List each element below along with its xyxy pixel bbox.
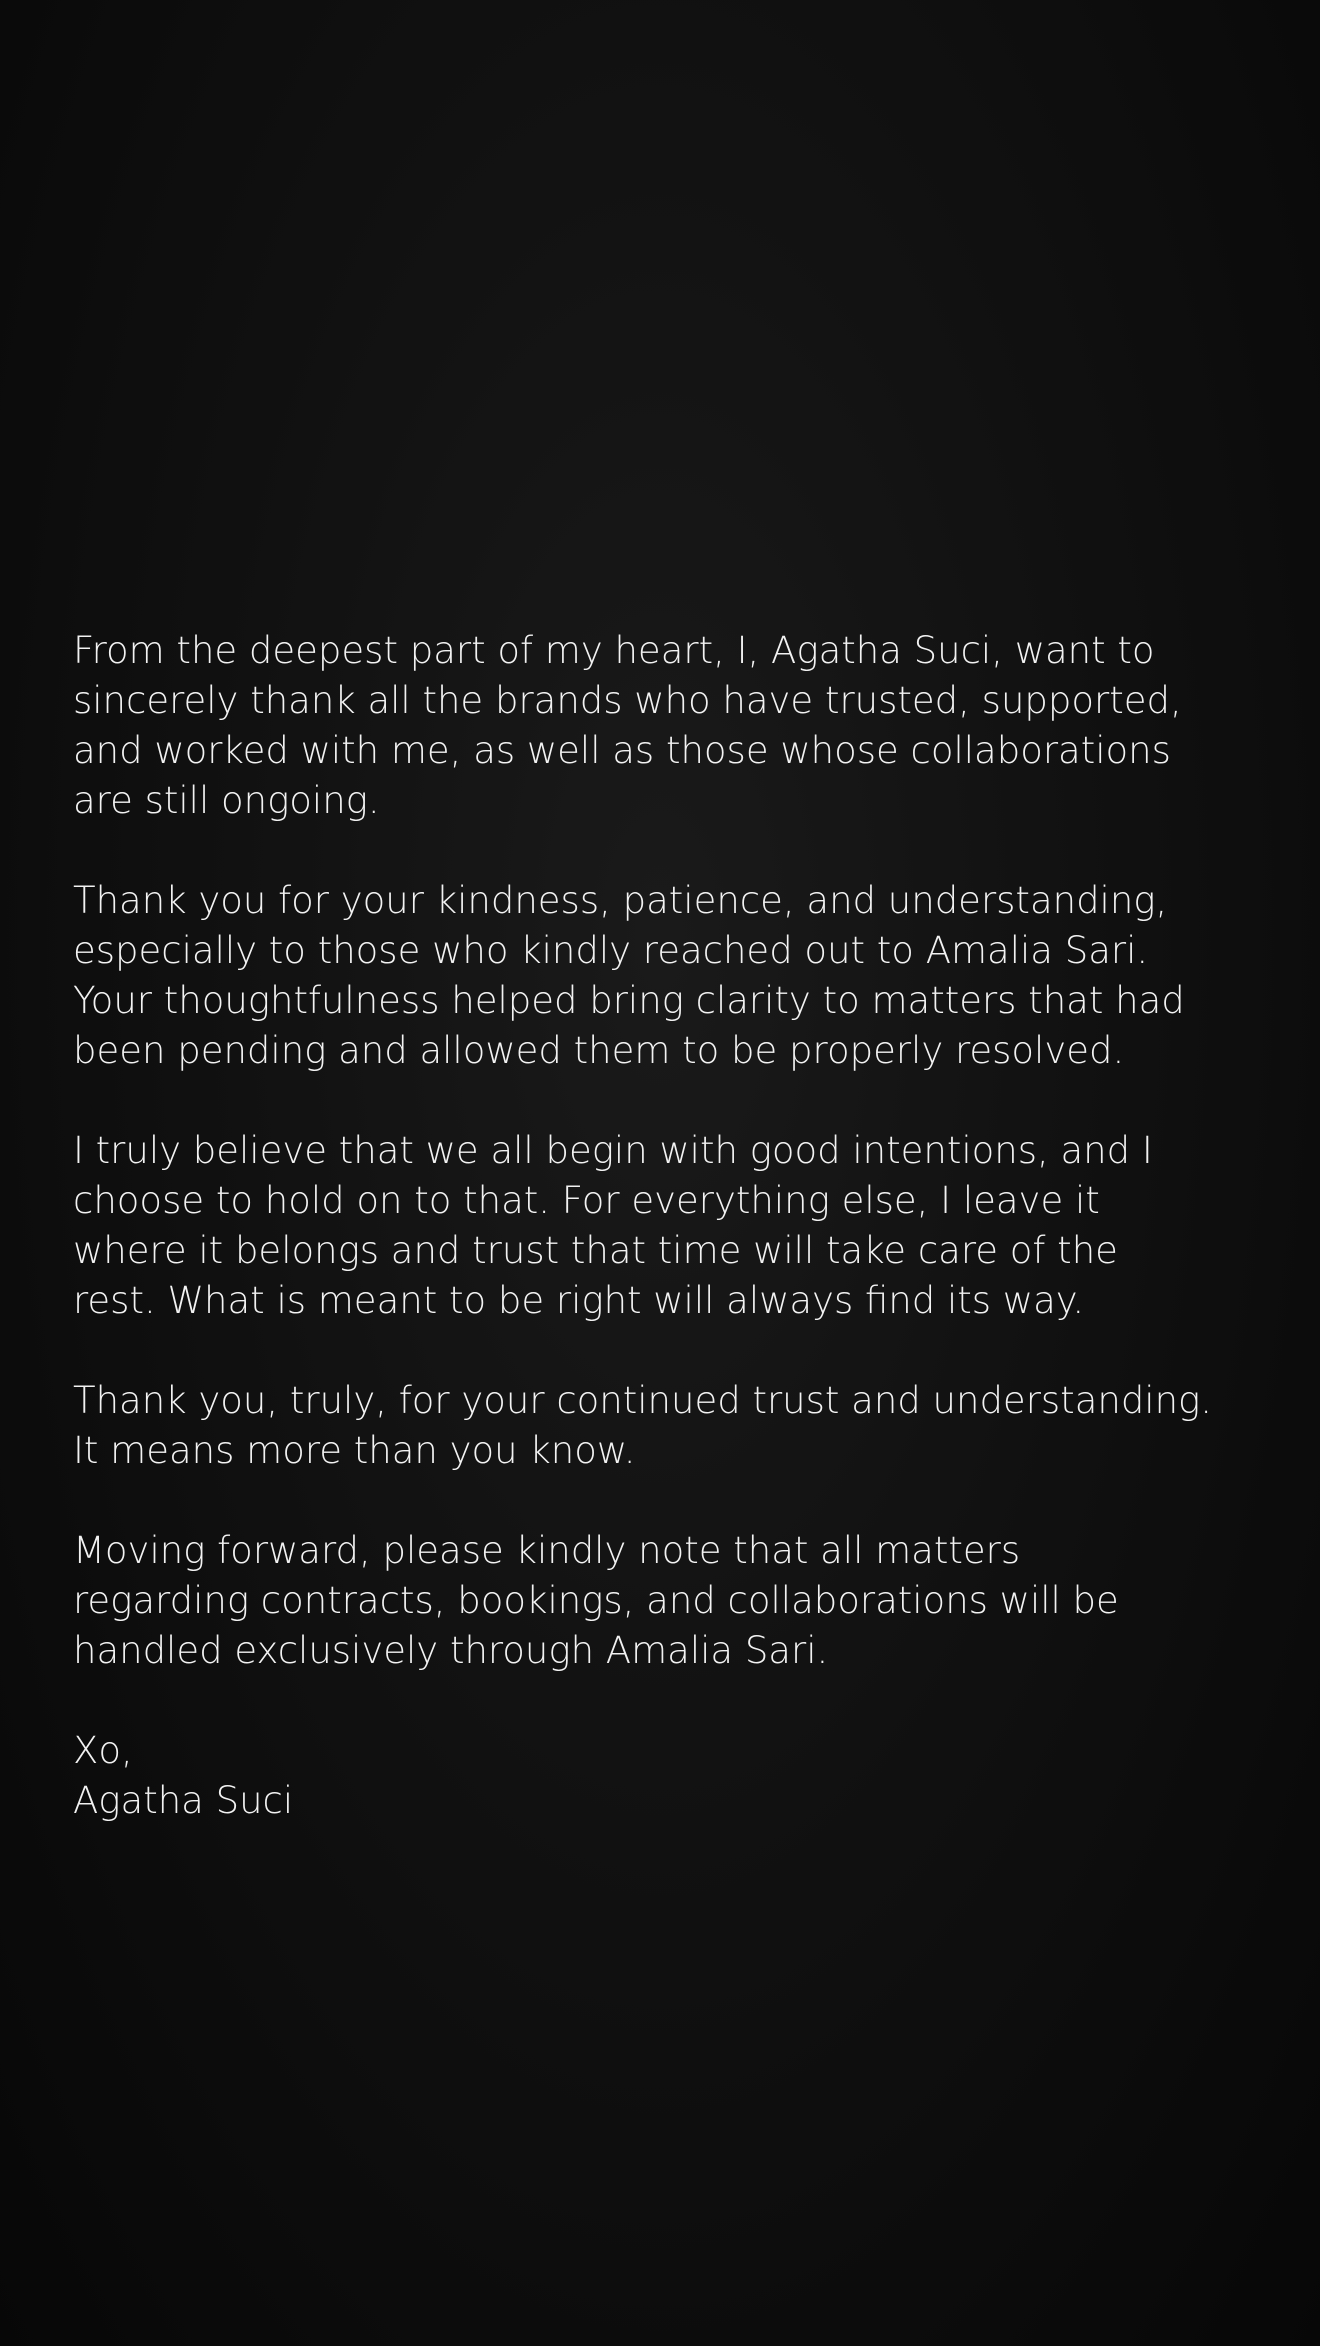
closing-text: Xo,	[73, 1729, 133, 1772]
paragraph-good-intentions	[73, 1126, 1273, 1326]
text-line: I truly believe that we all begin with good intentions, and I	[73, 1129, 1153, 1172]
text-line: and worked with me, as well as those whose collaborations	[73, 729, 1171, 772]
text-line: especially to those who kindly reached out to Amalia Sari.	[73, 929, 1149, 972]
text-line: sincerely thank all the brands who have trusted, supported,	[73, 679, 1182, 722]
text-line: choose to hold on to that. For everything else, I leave it	[73, 1179, 1100, 1222]
text-line: are still ongoing.	[73, 779, 380, 822]
text-line: Thank you for your kindness, patience, and understanding,	[73, 879, 1168, 922]
text-line: Your thoughtfulness helped bring clarity to matters that had	[73, 979, 1185, 1022]
text-line: rest. What is meant to be right will always find its way.	[73, 1279, 1085, 1322]
text-line: handled exclusively through Amalia Sari.	[73, 1629, 829, 1672]
text-line: regarding contracts, bookings, and collaborations will be	[73, 1579, 1119, 1622]
text-line: where it belongs and trust that time will take care of the	[73, 1229, 1118, 1272]
signature-text: Agatha Suci	[73, 1779, 294, 1822]
paragraph-moving-forward	[73, 1526, 1273, 1676]
paragraph-continued-trust	[73, 1376, 1273, 1476]
text-line: From the deepest part of my heart, I, Agatha Suci, want to	[73, 629, 1155, 672]
story-message	[73, 626, 1273, 1826]
text-line: been pending and allowed them to be properly resolved.	[73, 1029, 1125, 1072]
paragraph-thanks-kindness	[73, 876, 1273, 1076]
text-line: Moving forward, please kindly note that all matters	[73, 1529, 1021, 1572]
signoff	[73, 1726, 1273, 1826]
text-line: Thank you, truly, for your continued trust and understanding.	[73, 1379, 1212, 1422]
text-line: It means more than you know.	[73, 1429, 636, 1472]
paragraph-thanks-brands	[73, 626, 1273, 826]
